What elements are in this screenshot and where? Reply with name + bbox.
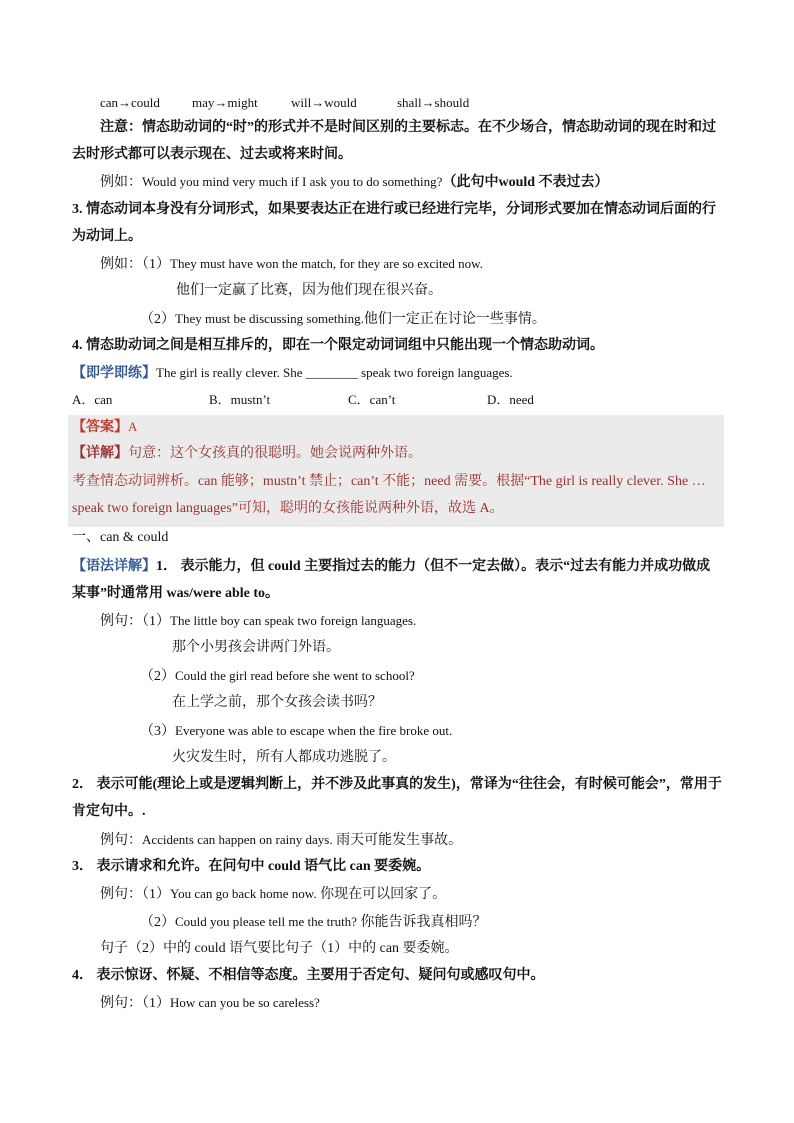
conversion-may-might: may→might <box>192 95 258 110</box>
example-translation: 他们一定正在讨论一些事情。 <box>363 312 546 327</box>
point-3-line-2: 为动词上。 <box>72 229 142 244</box>
example-label: 例句： <box>100 887 142 902</box>
grammar-point-3-example-2 <box>140 913 486 932</box>
grammar-point-3-line-1: 3． 表示请求和允许。在问句中 could 语气比 can 要委婉。 <box>72 859 431 874</box>
explanation-line-1 <box>72 445 422 463</box>
example-number: （1） <box>142 614 170 629</box>
example-english: How can you be so careless? <box>170 995 320 1010</box>
conversion-shall-should: shall→should <box>397 95 470 110</box>
note-example <box>100 173 609 192</box>
example-translation: 雨天可能发生事故。 <box>332 833 463 848</box>
example-sentence: Would you mind very much if I ask you to do something? <box>142 174 443 189</box>
example-english: The little boy can speak two foreign languages. <box>170 613 417 628</box>
option-c: C．can’t <box>348 392 396 407</box>
option-b: B．mustn’t <box>209 392 271 407</box>
option-a: A．can <box>72 392 113 407</box>
example-translation: 你现在可以回家了。 <box>316 887 447 902</box>
point-3-line-1: 3. 情态动词本身没有分词形式，如果要表达正在进行或已经进行完毕，分词形式要加在情态动词后面的行 <box>72 202 716 217</box>
example-english: You can go back home now. <box>170 886 317 901</box>
example-remark: （此句中would 不表过去） <box>442 175 609 190</box>
note-line-1: 注意：情态助动词的“时”的形式并不是时间区别的主要标志。在不少场合，情态助动词的现在时和过 <box>100 120 716 135</box>
grammar-point-1-line-2: 某事”时通常用 was/were able to。 <box>72 586 279 601</box>
grammar-point-1-example-2-translation: 在上学之前，那个女孩会读书吗？ <box>172 695 382 710</box>
grammar-point-4-line-1: 4． 表示惊讶、怀疑、不相信等态度。主要用于否定句、疑问句或感叹句中。 <box>72 968 545 983</box>
grammar-tag: 【语法详解】 <box>72 559 156 574</box>
explanation-text: 句意：这个女孩真的很聪明。她会说两种外语。 <box>128 446 422 461</box>
example-number: （1） <box>142 887 170 902</box>
section-title: 一、can & could <box>72 530 169 545</box>
grammar-point-1-example-1 <box>100 612 416 631</box>
example-label: 例如： <box>100 175 142 190</box>
example-number: （3） <box>140 724 175 739</box>
example-label: 例句： <box>100 614 142 629</box>
explanation-line-2: 考查情态动词辨析。can 能够；mustn’t 禁止；can’t 不能；need 需要。根据“The girl is really clever. She … <box>72 474 706 489</box>
grammar-point-2-line-1: 2． 表示可能(理论上或是逻辑判断上，并不涉及此事真的发生)，常译为“往往会，有时候可能会”，常用于 <box>72 777 722 792</box>
grammar-point-1-line-1 <box>72 558 710 576</box>
note-line-2: 去时形式都可以表示现在、过去或将来时间。 <box>72 147 352 162</box>
example-english: Could the girl read before she went to school? <box>175 668 415 683</box>
conversion-will-would: will→would <box>291 95 357 110</box>
practice-tag: 【即学即练】 <box>72 366 156 381</box>
grammar-point-1-example-3 <box>140 722 452 741</box>
grammar-point-1-example-1-translation: 那个小男孩会讲两门外语。 <box>172 640 340 655</box>
example-number: （2） <box>140 915 175 930</box>
grammar-point-2-example <box>100 831 462 850</box>
point-4: 4. 情态助动词之间是相互排斥的，即在一个限定动词词组中只能出现一个情态助动词。 <box>72 338 604 353</box>
grammar-point-3-note: 句子（2）中的 could 语气要比句子（1）中的 can 要委婉。 <box>100 941 459 956</box>
example-english: They must have won the match, for they are so excited now. <box>170 256 483 271</box>
answer-tag: 【答案】 <box>72 420 128 435</box>
example-english: Accidents can happen on rainy days. <box>142 832 333 847</box>
example-number: （1） <box>142 996 170 1011</box>
point-3-example-1-translation: 他们一定赢了比赛，因为他们现在很兴奋。 <box>176 283 442 298</box>
practice-question-text: The girl is really clever. She ________ speak two foreign languages. <box>156 365 513 380</box>
example-number: （2） <box>140 669 175 684</box>
grammar-point-2-line-2: 肯定句中。. <box>72 804 146 819</box>
example-english: Everyone was able to escape when the fire broke out. <box>175 723 453 738</box>
point-3-example-2 <box>140 310 546 329</box>
example-label: 例句： <box>100 833 142 848</box>
option-d: D．need <box>487 392 534 407</box>
answer-line <box>72 418 137 437</box>
grammar-point-1-example-3-translation: 火灾发生时，所有人都成功逃脱了。 <box>172 750 396 765</box>
example-label: 例句： <box>100 996 142 1011</box>
explanation-tag: 【详解】 <box>72 446 128 461</box>
grammar-point-1-example-2 <box>140 667 415 686</box>
example-label: 例如： <box>100 257 142 272</box>
grammar-point-4-example-1 <box>100 994 320 1013</box>
example-translation: 你能告诉我真相吗？ <box>356 915 487 930</box>
grammar-point-3-example-1 <box>100 885 446 904</box>
explanation-line-3: speak two foreign languages”可知，聪明的女孩能说两种外语，故选 A。 <box>72 501 504 516</box>
example-number: （1） <box>142 257 170 272</box>
example-english: Could you please tell me the truth? <box>175 914 357 929</box>
point-3-example-1 <box>100 255 483 274</box>
conversion-can-could: can→could <box>100 95 160 110</box>
practice-question <box>72 364 513 383</box>
answer-value: A <box>128 419 138 434</box>
example-number: （2） <box>140 312 175 327</box>
example-english: They must be discussing something. <box>175 311 364 326</box>
grammar-point-1-text: 1． 表示能力，但 could 主要指过去的能力（但不一定去做）。表示“过去有能力并成功做成 <box>156 559 711 574</box>
